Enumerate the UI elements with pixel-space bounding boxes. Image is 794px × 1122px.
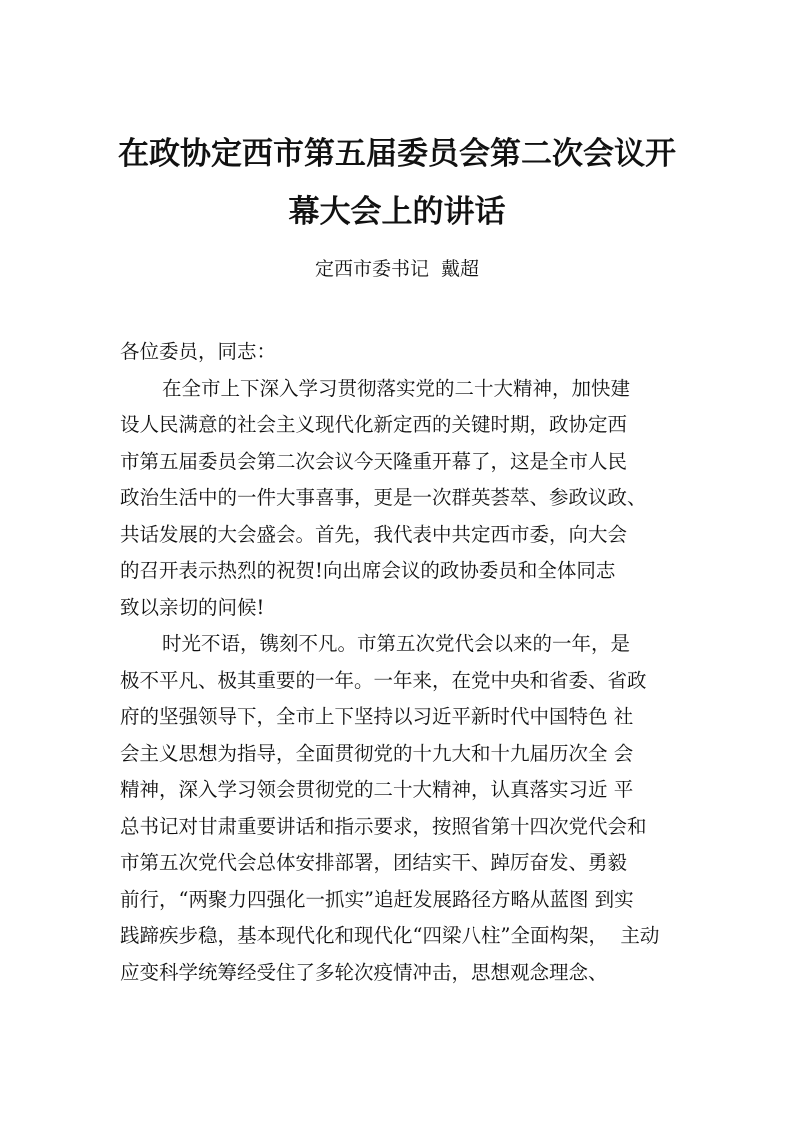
document-author: 定西市委书记 戴超 — [314, 258, 480, 280]
paragraph-line: 市第五届委员会第二次会议今天隆重开幕了，这是全市人民 — [120, 449, 628, 473]
paragraph-line: 市第五次党代会总体安排部署，团结实干、踔厉奋发、勇毅 — [120, 851, 628, 874]
paragraph-line: 在全市上下深入学习贯彻落实党的二十大精神，加快建 — [162, 376, 631, 400]
paragraph-line: 精神，深入学习领会贯彻党的二十大精神，认真落实习近 平 — [120, 778, 634, 801]
paragraph-line: 时光不语，镌刻不凡。市第五次党代会以来的一年，是 — [162, 632, 631, 655]
paragraph-line: 共话发展的大会盛会。首先，我代表中共定西市委，向大会 — [120, 522, 628, 546]
document-body — [120, 334, 700, 991]
paragraph-line: 府的坚强领导下，全市上下坚持以习近平新时代中国特色 社 — [120, 705, 634, 728]
paragraph-line: 前行，“两聚力四强化一抓实”追赶发展路径方略从蓝图 到实 — [120, 887, 634, 911]
salutation: 各位委员，同志： — [120, 340, 277, 363]
paragraph-line: 总书记对甘肃重要讲话和指示要求，按照省第十四次党代会和 — [120, 814, 647, 838]
paragraph-line: 致以亲切的问候! — [120, 595, 265, 619]
paragraph-line: 极不平凡、极其重要的一年。一年来，在党中央和省委、省政 — [120, 668, 647, 692]
paragraph-line: 应变科学统筹经受住了多轮次疫情冲击，思想观念理念、 — [120, 960, 608, 984]
paragraph-line: 会主义思想为指导，全面贯彻党的十九大和十九届历次全 会 — [120, 741, 634, 765]
paragraph-line: 的召开表示热烈的祝贺!向出席会议的政协委员和全体同志 — [120, 559, 616, 582]
document-title-line-1: 在政协定西市第五届委员会第二次会议开 — [118, 136, 676, 172]
paragraph-line: 践蹄疾步稳，基本现代化和现代化“四梁八柱”全面构架， 主动 — [120, 924, 660, 947]
document-title-line-2: 幕大会上的讲话 — [288, 194, 506, 230]
paragraph-line: 政治生活中的一件大事喜事，更是一次群英荟萃、参政议政、 — [120, 486, 647, 509]
paragraph-line: 设人民满意的社会主义现代化新定西的关键时期，政协定西 — [120, 413, 628, 436]
